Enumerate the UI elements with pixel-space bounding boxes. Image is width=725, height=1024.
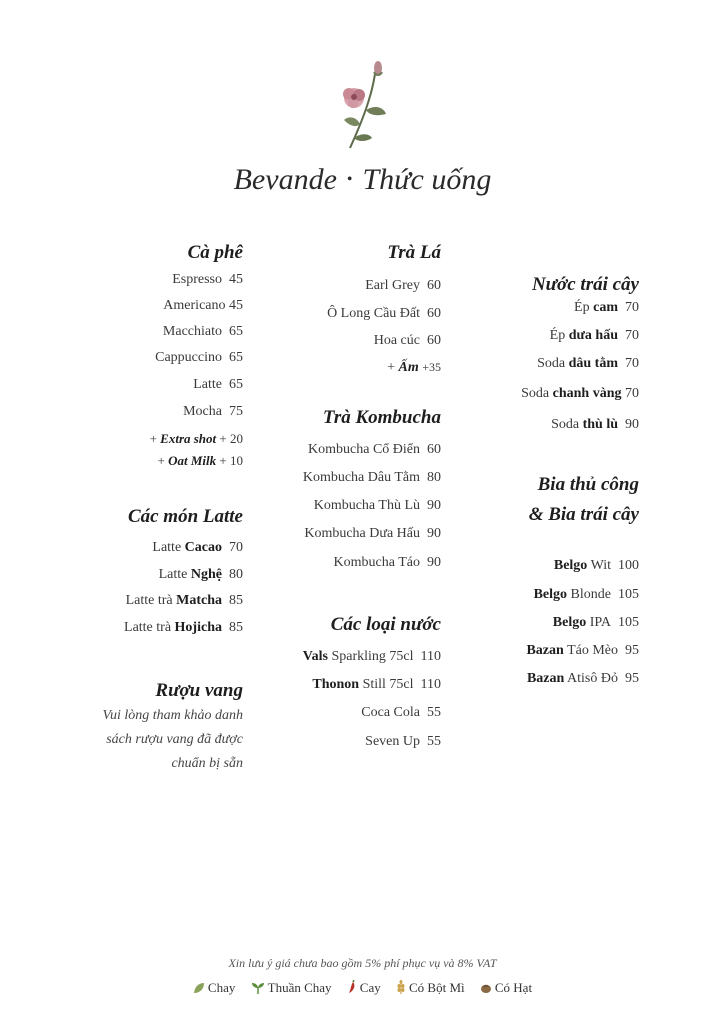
title-separator: • [346, 171, 353, 188]
menu-item: Belgo IPA 105 [552, 615, 639, 630]
section-title-kombucha: Trà Kombucha [322, 407, 441, 428]
menu-item: Kombucha Thù Lù 90 [313, 498, 441, 513]
menu-item: Macchiato 65 [162, 324, 243, 339]
dietary-legend [0, 980, 725, 996]
section-title-lattes: Các món Latte [127, 506, 243, 527]
menu-item: Kombucha Táo 90 [333, 555, 441, 570]
menu-item: Bazan Atisô Đỏ 95 [526, 671, 639, 686]
menu-item: Thonon Still 75cl 110 [312, 677, 441, 692]
wheat-icon [396, 980, 406, 994]
menu-item: Coca Cola 55 [361, 705, 441, 720]
menu-item: Espresso 45 [172, 272, 243, 287]
menu-title [0, 163, 725, 197]
legend-wheat: Có Bột Mì [396, 980, 465, 995]
section-title-beer: Bia thủ công [537, 474, 639, 495]
menu-item: Hoa cúc 60 [373, 333, 441, 348]
menu-subtitle: Thức uống [362, 163, 492, 196]
menu-extra: + Oat Milk + 10 [157, 453, 243, 468]
menu-item: Latte trà Hojicha 85 [124, 620, 243, 635]
legend-vegan: Thuần Chay [251, 980, 332, 995]
menu-item: Belgo Wit 100 [553, 558, 639, 573]
menu-item: Latte Nghệ 80 [158, 567, 243, 582]
menu-item: Mocha 75 [183, 404, 243, 419]
menu-item: Cappuccino 65 [155, 350, 243, 365]
menu-item: Kombucha Dưa Hấu 90 [304, 526, 441, 541]
menu-item: Kombucha Cổ Điển 60 [308, 442, 441, 457]
menu-extra: + Extra shot + 20 [149, 431, 243, 446]
section-title-fruit: Nước trái cây [531, 274, 639, 295]
menu-item: Latte 65 [193, 377, 243, 392]
section-title-leaf-tea: Trà Lá [387, 242, 441, 263]
vat-note: Xin lưu ý giá chưa bao gồm 5% phí phục vụ và 8% VAT [228, 956, 497, 970]
menu-item: Kombucha Dâu Tằm 80 [302, 470, 441, 485]
legend-nut: Có Hạt [480, 980, 532, 995]
menu-item: Soda dâu tằm 70 [537, 356, 639, 371]
restaurant-name: Bevande [233, 163, 337, 196]
vegetarian-leaf-icon [193, 982, 205, 994]
menu-item: Belgo Blonde 105 [533, 587, 639, 602]
menu-item: Latte trà Matcha 85 [125, 593, 243, 608]
section-title-waters: Các loại nước [330, 614, 441, 635]
menu-item: Ép cam 70 [574, 300, 639, 315]
menu-item: Earl Grey 60 [365, 278, 441, 293]
vegan-sprout-icon [251, 982, 265, 994]
menu-item: Americano 45 [163, 298, 243, 313]
chili-icon [347, 980, 357, 994]
wine-note: Vui lòng tham khảo danh sách rượu vang đã được chuẩn bị sẵn [102, 708, 243, 771]
menu-extra: + Ấm +35 [387, 360, 441, 375]
section-title-coffee: Cà phê [187, 242, 243, 263]
menu-item: Soda chanh vàng 70 [521, 386, 639, 401]
section-title-beer-line2: & Bia trái cây [528, 504, 639, 525]
flower-illustration [332, 58, 392, 154]
menu-item: Bazan Táo Mèo 95 [526, 643, 639, 658]
menu-item: Soda thù lù 90 [551, 417, 639, 432]
menu-item: Vals Sparkling 75cl 110 [302, 649, 441, 664]
legend-spicy: Cay [347, 980, 381, 995]
menu-item: Seven Up 55 [365, 734, 441, 749]
menu-item: Latte Cacao 70 [152, 540, 243, 555]
legend-vegetarian: Chay [193, 980, 235, 995]
menu-item: Ép dưa hấu 70 [549, 328, 639, 343]
section-title-wine: Rượu vang [155, 680, 243, 701]
menu-item: Ô Long Cầu Đất 60 [327, 306, 441, 321]
nut-icon [480, 982, 492, 994]
